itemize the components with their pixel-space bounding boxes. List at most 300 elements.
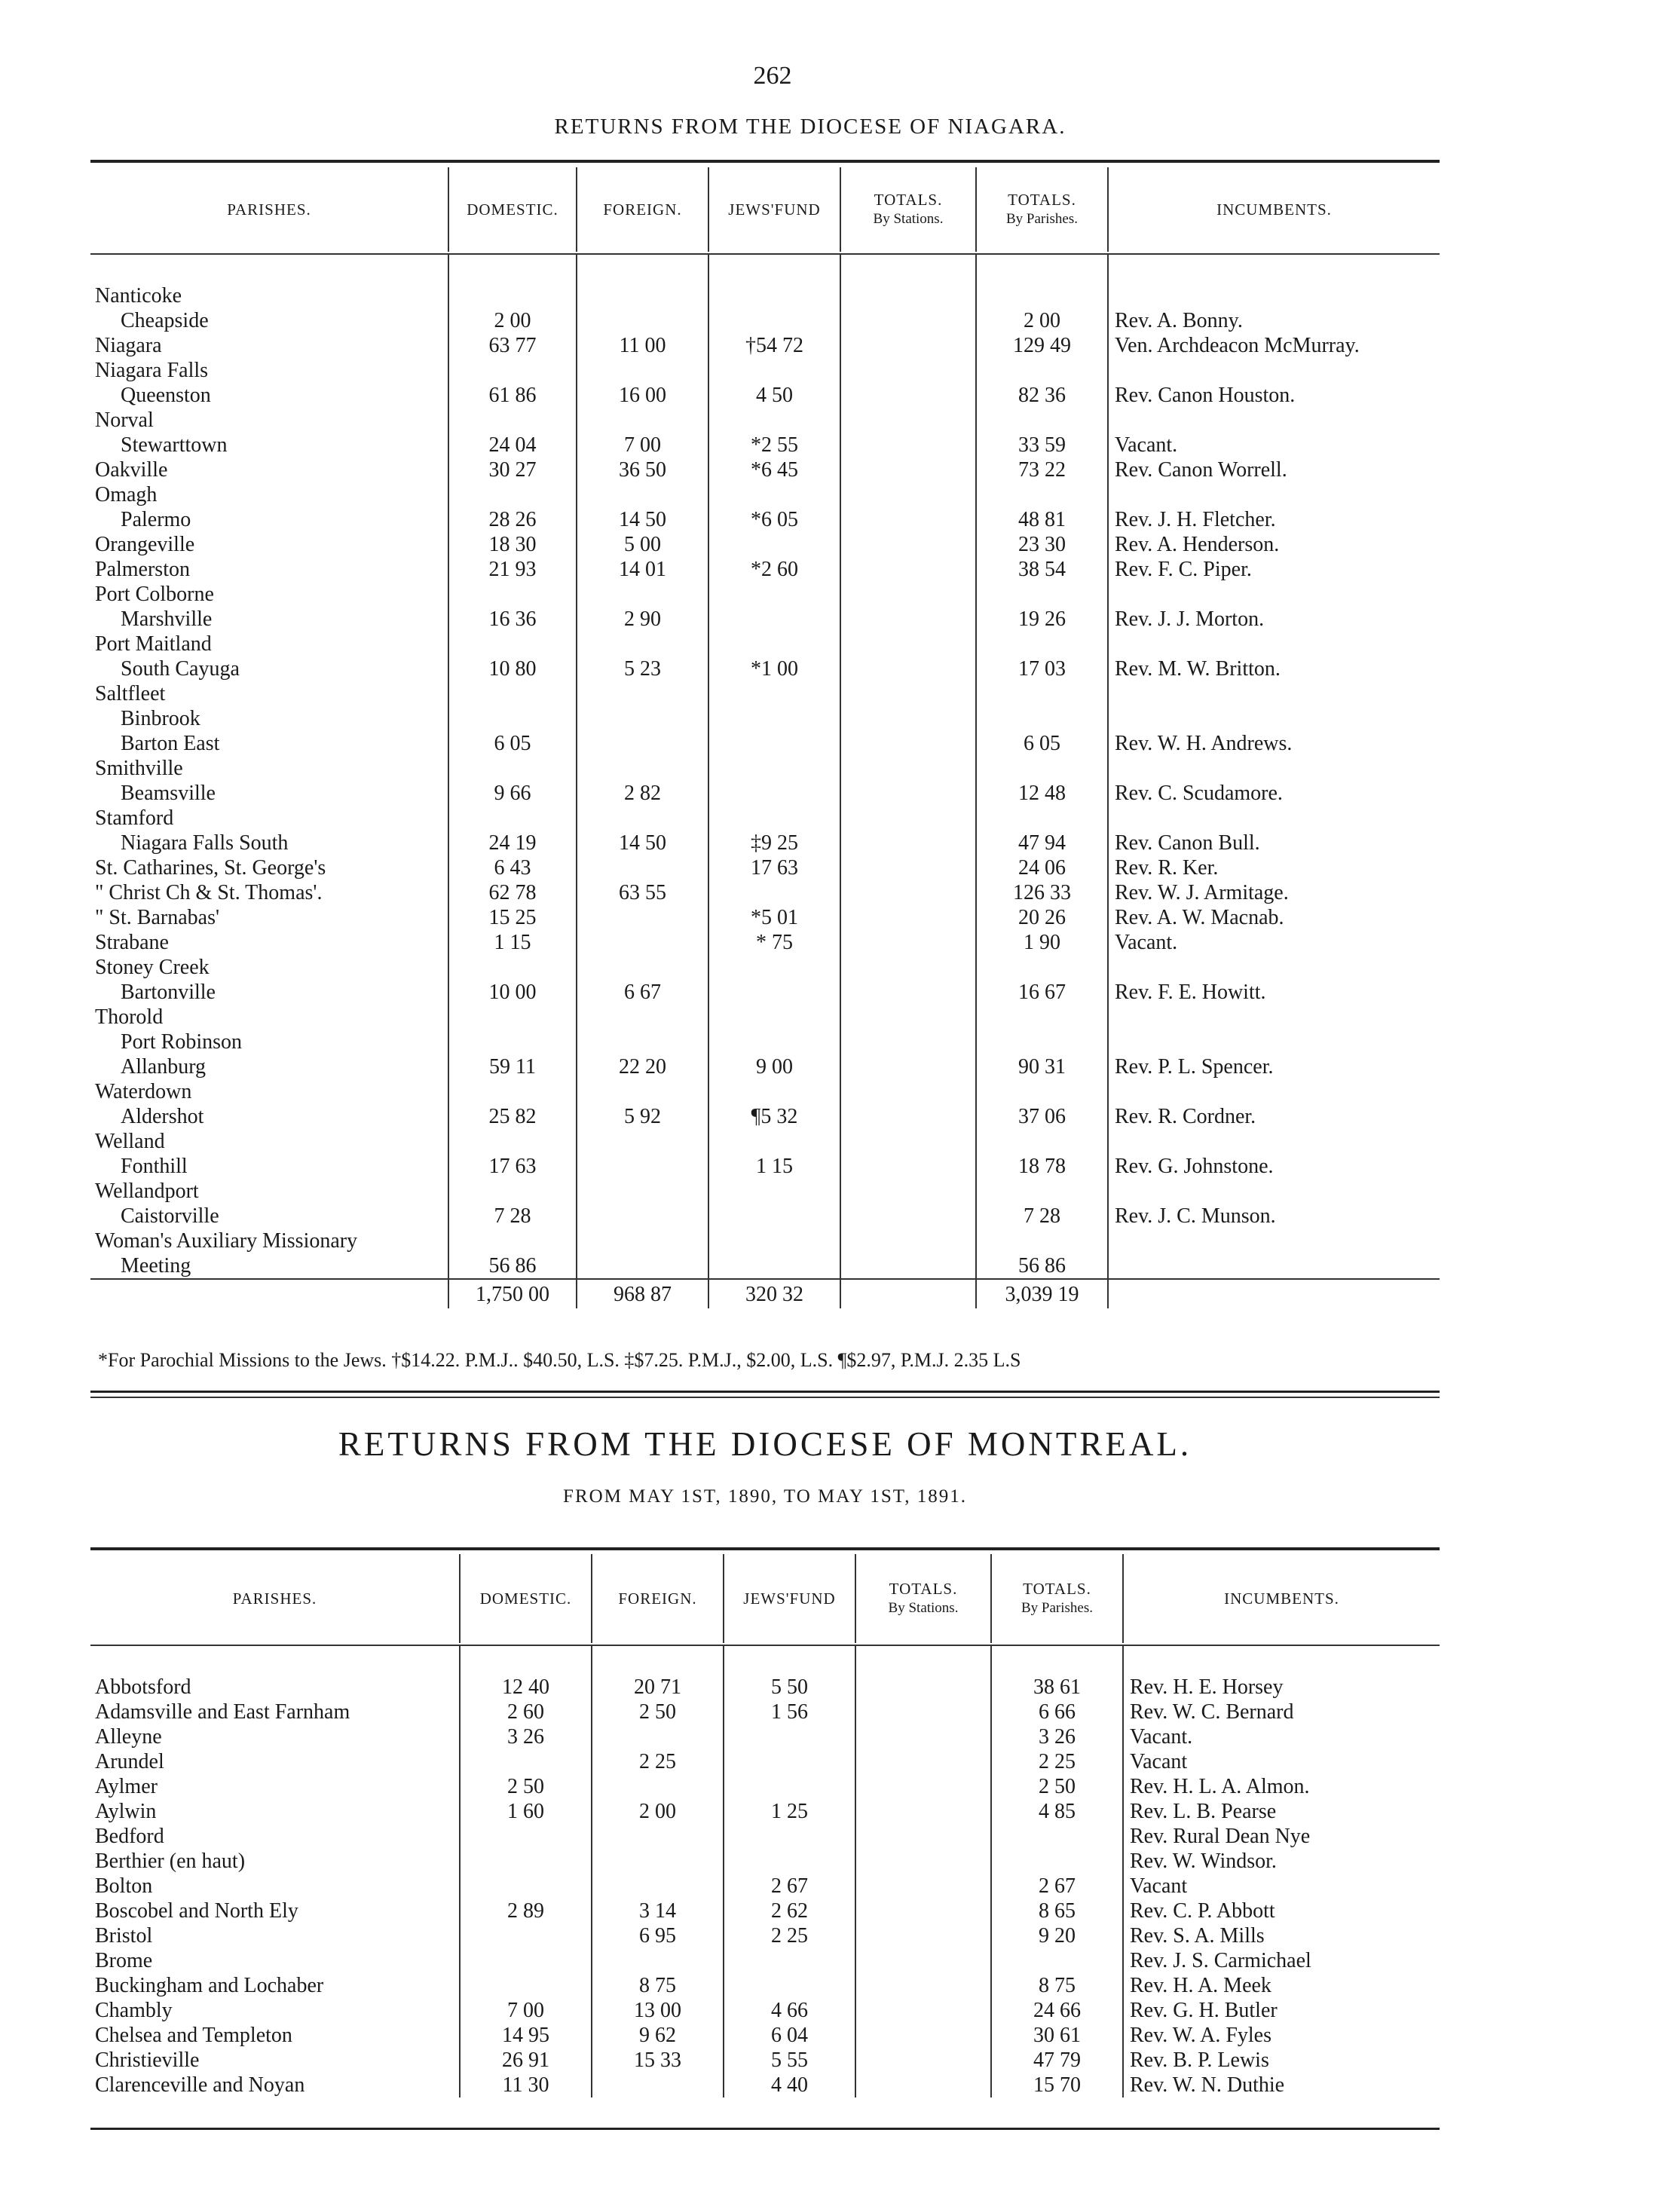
niagara-cell-jews-fund: ‡9 25 xyxy=(708,831,840,855)
niagara-table-row xyxy=(90,855,1440,880)
niagara-cell-incumbent xyxy=(1108,1005,1440,1030)
montreal-table-row xyxy=(90,1774,1440,1799)
montreal-cell-domestic xyxy=(460,1948,592,1973)
montreal-cell-jews-fund: 1 25 xyxy=(724,1799,855,1824)
montreal-cell-incumbent: Rev. Rural Dean Nye xyxy=(1123,1824,1440,1849)
niagara-cell-incumbent xyxy=(1108,408,1440,433)
niagara-totals-row xyxy=(90,1279,1440,1308)
niagara-cell-domestic xyxy=(448,955,577,980)
montreal-cell-totals-parishes: 6 66 xyxy=(991,1700,1123,1724)
niagara-spacer-cell xyxy=(448,255,577,283)
montreal-cell-jews-fund: 5 55 xyxy=(724,2048,855,2073)
niagara-table-row xyxy=(90,1253,1440,1279)
niagara-cell-foreign xyxy=(577,905,708,930)
niagara-cell-foreign: 5 92 xyxy=(577,1104,708,1129)
montreal-cell-jews-fund xyxy=(724,1774,855,1799)
niagara-cell-domestic xyxy=(448,706,577,731)
niagara-cell-domestic xyxy=(448,358,577,383)
montreal-cell-incumbent: Vacant. xyxy=(1123,1724,1440,1749)
montreal-cell-parish: Bolton xyxy=(95,1874,153,1898)
niagara-cell-foreign xyxy=(577,482,708,507)
niagara-cell-foreign xyxy=(577,756,708,781)
niagara-cell-parish: Norval xyxy=(95,408,154,432)
niagara-cell-parish: Nanticoke xyxy=(95,284,182,308)
niagara-cell-domestic xyxy=(448,681,577,706)
niagara-cell-domestic: 59 11 xyxy=(448,1054,577,1079)
niagara-cell-incumbent: Rev. J. J. Morton. xyxy=(1108,607,1440,632)
montreal-spacer-row xyxy=(90,1646,1440,1675)
niagara-cell-parish: " Christ Ch & St. Thomas'. xyxy=(95,881,323,904)
niagara-cell-domestic: 28 26 xyxy=(448,507,577,532)
montreal-cell-jews-fund xyxy=(724,1849,855,1874)
niagara-cell-incumbent xyxy=(1108,1253,1440,1279)
niagara-cell-totals-parishes xyxy=(976,1005,1108,1030)
montreal-cell-totals-parishes: 3 26 xyxy=(991,1724,1123,1749)
niagara-table-row xyxy=(90,1204,1440,1229)
montreal-cell-totals-stations xyxy=(855,1774,991,1799)
niagara-cell-incumbent: Rev. R. Ker. xyxy=(1108,855,1440,880)
montreal-cell-parish: Abbotsford xyxy=(95,1675,191,1699)
niagara-totals-incumbent xyxy=(1108,1279,1440,1308)
montreal-cell-totals-parishes: 8 75 xyxy=(991,1973,1123,1998)
montreal-cell-totals-parishes: 47 79 xyxy=(991,2048,1123,2073)
niagara-cell-totals-parishes: 20 26 xyxy=(976,905,1108,930)
niagara-cell-totals-stations xyxy=(840,283,976,308)
niagara-header-totals-parishes: TOTALS. By Parishes. xyxy=(976,167,1108,252)
montreal-cell-totals-stations xyxy=(855,1799,991,1824)
niagara-cell-incumbent xyxy=(1108,1079,1440,1104)
niagara-table-row xyxy=(90,358,1440,383)
niagara-table-row xyxy=(90,980,1440,1005)
niagara-cell-parish: Oakville xyxy=(95,458,168,482)
niagara-cell-incumbent: Rev. C. Scudamore. xyxy=(1108,781,1440,806)
niagara-cell-parish: Saltfleet xyxy=(95,682,166,705)
niagara-table-row xyxy=(90,1154,1440,1179)
niagara-cell-jews-fund xyxy=(708,806,840,831)
niagara-cell-totals-parishes xyxy=(976,681,1108,706)
niagara-cell-jews-fund xyxy=(708,283,840,308)
montreal-cell-domestic: 12 40 xyxy=(460,1675,592,1700)
niagara-cell-parish: Bartonville xyxy=(121,981,216,1004)
niagara-cell-incumbent: Rev. R. Cordner. xyxy=(1108,1104,1440,1129)
niagara-cell-totals-parishes: 7 28 xyxy=(976,1204,1108,1229)
niagara-cell-totals-stations xyxy=(840,408,976,433)
niagara-cell-totals-parishes xyxy=(976,1129,1108,1154)
niagara-cell-domestic xyxy=(448,1079,577,1104)
montreal-table-row xyxy=(90,1923,1440,1948)
niagara-cell-totals-parishes xyxy=(976,632,1108,656)
niagara-cell-parish: Stamford xyxy=(95,806,174,830)
niagara-cell-totals-stations xyxy=(840,1129,976,1154)
niagara-cell-totals-stations xyxy=(840,507,976,532)
montreal-table-row xyxy=(90,1749,1440,1774)
niagara-spacer-cell xyxy=(1108,255,1440,283)
niagara-cell-incumbent: Rev. P. L. Spencer. xyxy=(1108,1054,1440,1079)
niagara-cell-parish: Aldershot xyxy=(121,1105,204,1128)
niagara-table-row xyxy=(90,756,1440,781)
montreal-cell-totals-stations xyxy=(855,1973,991,1998)
montreal-cell-totals-stations xyxy=(855,1849,991,1874)
montreal-table-row xyxy=(90,1724,1440,1749)
section-divider xyxy=(90,1391,1440,1393)
page-number: 262 xyxy=(753,62,792,90)
niagara-cell-domestic: 2 00 xyxy=(448,308,577,333)
montreal-cell-jews-fund: 4 40 xyxy=(724,2073,855,2097)
niagara-cell-parish: Marshville xyxy=(121,607,213,631)
niagara-spacer-cell xyxy=(90,255,448,283)
montreal-cell-foreign: 3 14 xyxy=(592,1899,724,1923)
montreal-cell-incumbent: Rev. G. H. Butler xyxy=(1123,1998,1440,2023)
niagara-cell-jews-fund xyxy=(708,1179,840,1204)
niagara-cell-incumbent xyxy=(1108,756,1440,781)
niagara-cell-jews-fund xyxy=(708,482,840,507)
montreal-cell-incumbent: Rev. S. A. Mills xyxy=(1123,1923,1440,1948)
montreal-table-row xyxy=(90,1849,1440,1874)
montreal-cell-totals-stations xyxy=(855,1899,991,1923)
niagara-cell-foreign xyxy=(577,408,708,433)
niagara-table-row xyxy=(90,308,1440,333)
niagara-title: RETURNS FROM THE DIOCESE OF NIAGARA. xyxy=(554,115,1066,139)
montreal-cell-incumbent: Rev. W. C. Bernard xyxy=(1123,1700,1440,1724)
montreal-cell-incumbent: Rev. L. B. Pearse xyxy=(1123,1799,1440,1824)
niagara-cell-parish: Queenston xyxy=(121,384,211,407)
montreal-header-totals-stations: TOTALS. By Stations. xyxy=(855,1554,991,1643)
montreal-cell-foreign xyxy=(592,1774,724,1799)
montreal-table-row xyxy=(90,2023,1440,2048)
niagara-cell-parish: Allanburg xyxy=(121,1055,207,1079)
niagara-body-table xyxy=(90,255,1440,1308)
montreal-cell-domestic: 2 60 xyxy=(460,1700,592,1724)
niagara-cell-incumbent: Rev. F. E. Howitt. xyxy=(1108,980,1440,1005)
montreal-spacer-cell xyxy=(991,1646,1123,1675)
niagara-cell-foreign: 36 50 xyxy=(577,457,708,482)
niagara-cell-parish: Meeting xyxy=(121,1254,191,1277)
niagara-cell-totals-parishes xyxy=(976,1079,1108,1104)
niagara-cell-foreign xyxy=(577,1030,708,1054)
niagara-table-row xyxy=(90,831,1440,855)
niagara-cell-parish: Barton East xyxy=(121,732,220,755)
niagara-cell-totals-stations xyxy=(840,607,976,632)
niagara-cell-domestic: 61 86 xyxy=(448,383,577,408)
niagara-top-rule xyxy=(90,160,1440,163)
niagara-cell-incumbent xyxy=(1108,582,1440,607)
montreal-spacer-cell xyxy=(460,1646,592,1675)
niagara-cell-foreign xyxy=(577,1253,708,1279)
niagara-cell-totals-stations xyxy=(840,1005,976,1030)
montreal-header-totals-parishes: TOTALS. By Parishes. xyxy=(991,1554,1123,1643)
niagara-cell-totals-stations xyxy=(840,632,976,656)
niagara-cell-totals-stations xyxy=(840,656,976,681)
niagara-cell-totals-stations xyxy=(840,980,976,1005)
montreal-cell-totals-stations xyxy=(855,2023,991,2048)
niagara-cell-foreign xyxy=(577,308,708,333)
montreal-cell-totals-stations xyxy=(855,1874,991,1899)
montreal-table-row xyxy=(90,1874,1440,1899)
niagara-cell-domestic xyxy=(448,756,577,781)
niagara-cell-parish: Port Maitland xyxy=(95,632,212,656)
montreal-subtitle: FROM MAY 1ST, 1890, TO MAY 1ST, 1891. xyxy=(563,1486,967,1507)
niagara-cell-foreign xyxy=(577,731,708,756)
niagara-cell-totals-stations xyxy=(840,831,976,855)
montreal-cell-parish: Bedford xyxy=(95,1825,164,1848)
montreal-cell-domestic: 1 60 xyxy=(460,1799,592,1824)
niagara-table-row xyxy=(90,781,1440,806)
montreal-cell-parish: Brome xyxy=(95,1949,153,1972)
niagara-cell-domestic xyxy=(448,582,577,607)
niagara-cell-incumbent: Vacant. xyxy=(1108,433,1440,457)
niagara-cell-domestic xyxy=(448,806,577,831)
niagara-cell-incumbent: Rev. G. Johnstone. xyxy=(1108,1154,1440,1179)
niagara-cell-totals-parishes: 33 59 xyxy=(976,433,1108,457)
montreal-table-row xyxy=(90,1824,1440,1849)
montreal-cell-totals-parishes xyxy=(991,1824,1123,1849)
niagara-cell-parish: Strabane xyxy=(95,931,169,954)
niagara-cell-jews-fund xyxy=(708,681,840,706)
niagara-cell-totals-parishes: 19 26 xyxy=(976,607,1108,632)
niagara-cell-foreign: 6 67 xyxy=(577,980,708,1005)
niagara-cell-totals-stations xyxy=(840,681,976,706)
niagara-cell-parish: Stewarttown xyxy=(121,433,228,457)
niagara-cell-domestic: 10 00 xyxy=(448,980,577,1005)
niagara-cell-totals-parishes xyxy=(976,582,1108,607)
montreal-cell-foreign xyxy=(592,1724,724,1749)
montreal-cell-jews-fund: 5 50 xyxy=(724,1675,855,1700)
montreal-cell-parish: Alleyne xyxy=(95,1725,162,1749)
niagara-table-row xyxy=(90,806,1440,831)
niagara-cell-jews-fund xyxy=(708,358,840,383)
niagara-cell-parish: Orangeville xyxy=(95,533,195,556)
niagara-cell-parish: Thorold xyxy=(95,1005,164,1029)
montreal-cell-parish: Clarenceville and Noyan xyxy=(95,2073,305,2097)
niagara-cell-foreign xyxy=(577,1154,708,1179)
niagara-cell-domestic xyxy=(448,1129,577,1154)
montreal-cell-incumbent: Rev. W. N. Duthie xyxy=(1123,2073,1440,2097)
montreal-cell-domestic xyxy=(460,1749,592,1774)
niagara-cell-jews-fund xyxy=(708,955,840,980)
niagara-spacer-row xyxy=(90,255,1440,283)
niagara-table-row xyxy=(90,333,1440,358)
niagara-header-parishes: PARISHES. xyxy=(227,200,311,219)
niagara-cell-totals-parishes xyxy=(976,482,1108,507)
montreal-top-rule xyxy=(90,1547,1440,1550)
montreal-cell-totals-parishes xyxy=(991,1849,1123,1874)
niagara-table-row xyxy=(90,457,1440,482)
niagara-cell-totals-stations xyxy=(840,1079,976,1104)
niagara-cell-totals-stations xyxy=(840,781,976,806)
niagara-total-domestic: 1,750 00 xyxy=(448,1279,577,1308)
niagara-cell-jews-fund: *5 01 xyxy=(708,905,840,930)
niagara-cell-totals-parishes: 6 05 xyxy=(976,731,1108,756)
niagara-table-row xyxy=(90,905,1440,930)
montreal-cell-totals-parishes: 4 85 xyxy=(991,1799,1123,1824)
montreal-cell-foreign xyxy=(592,1874,724,1899)
niagara-cell-parish: Woman's Auxiliary Missionary xyxy=(95,1229,358,1253)
niagara-cell-totals-stations xyxy=(840,383,976,408)
niagara-cell-jews-fund: *2 55 xyxy=(708,433,840,457)
niagara-cell-parish: Stoney Creek xyxy=(95,956,210,979)
montreal-header-incumbents: INCUMBENTS. xyxy=(1123,1554,1440,1643)
niagara-cell-incumbent xyxy=(1108,358,1440,383)
section-divider-thin xyxy=(90,1397,1440,1398)
montreal-cell-jews-fund: 2 25 xyxy=(724,1923,855,1948)
niagara-cell-totals-stations xyxy=(840,1104,976,1129)
niagara-cell-jews-fund xyxy=(708,408,840,433)
niagara-table-row xyxy=(90,507,1440,532)
niagara-cell-jews-fund xyxy=(708,1030,840,1054)
montreal-header-jews-fund: JEWS'FUND xyxy=(724,1554,855,1643)
niagara-cell-totals-parishes: 129 49 xyxy=(976,333,1108,358)
montreal-cell-totals-parishes: 38 61 xyxy=(991,1675,1123,1700)
niagara-cell-domestic xyxy=(448,482,577,507)
montreal-cell-totals-parishes: 2 50 xyxy=(991,1774,1123,1799)
niagara-cell-domestic xyxy=(448,1179,577,1204)
montreal-table-row xyxy=(90,1700,1440,1724)
montreal-header-parishes: PARISHES. xyxy=(232,1590,317,1608)
niagara-cell-domestic xyxy=(448,408,577,433)
niagara-cell-incumbent xyxy=(1108,482,1440,507)
niagara-cell-domestic: 62 78 xyxy=(448,880,577,905)
niagara-table-row xyxy=(90,1005,1440,1030)
niagara-total-foreign: 968 87 xyxy=(577,1279,708,1308)
niagara-cell-jews-fund xyxy=(708,632,840,656)
niagara-table-row xyxy=(90,1179,1440,1204)
montreal-cell-domestic: 11 30 xyxy=(460,2073,592,2097)
niagara-cell-jews-fund: †54 72 xyxy=(708,333,840,358)
niagara-cell-totals-stations xyxy=(840,482,976,507)
niagara-cell-parish: Fonthill xyxy=(121,1155,188,1178)
niagara-table-row xyxy=(90,955,1440,980)
montreal-cell-totals-parishes: 15 70 xyxy=(991,2073,1123,2097)
niagara-footnote: *For Parochial Missions to the Jews. †$14.22. P.M.J.. $40.50, L.S. ‡$7.25. P.M.J., $2.00, L.S. ¶$2.97, P.M.J. 2.35 L.S xyxy=(98,1349,1021,1371)
montreal-spacer-cell xyxy=(1123,1646,1440,1675)
niagara-cell-domestic: 15 25 xyxy=(448,905,577,930)
niagara-cell-domestic: 21 93 xyxy=(448,557,577,582)
montreal-cell-domestic xyxy=(460,1849,592,1874)
niagara-table-row xyxy=(90,632,1440,656)
niagara-cell-parish: Caistorville xyxy=(121,1204,219,1228)
niagara-cell-parish: Niagara Falls South xyxy=(121,831,289,855)
montreal-cell-totals-parishes: 24 66 xyxy=(991,1998,1123,2023)
montreal-cell-foreign xyxy=(592,1849,724,1874)
montreal-spacer-cell xyxy=(90,1646,460,1675)
niagara-cell-domestic xyxy=(448,1005,577,1030)
montreal-cell-parish: Christieville xyxy=(95,2049,200,2072)
niagara-cell-foreign xyxy=(577,582,708,607)
montreal-cell-jews-fund: 1 56 xyxy=(724,1700,855,1724)
niagara-cell-parish: Cheapside xyxy=(121,309,209,332)
niagara-cell-jews-fund xyxy=(708,706,840,731)
niagara-cell-incumbent xyxy=(1108,955,1440,980)
niagara-cell-foreign: 2 82 xyxy=(577,781,708,806)
niagara-cell-totals-parishes xyxy=(976,1030,1108,1054)
niagara-cell-parish: Welland xyxy=(95,1130,165,1153)
montreal-cell-parish: Boscobel and North Ely xyxy=(95,1899,298,1923)
montreal-header-domestic: DOMESTIC. xyxy=(460,1554,592,1643)
niagara-cell-foreign xyxy=(577,358,708,383)
niagara-cell-totals-stations xyxy=(840,1054,976,1079)
niagara-cell-totals-parishes: 47 94 xyxy=(976,831,1108,855)
montreal-cell-domestic xyxy=(460,1874,592,1899)
niagara-cell-jews-fund: *6 45 xyxy=(708,457,840,482)
niagara-cell-domestic xyxy=(448,283,577,308)
montreal-cell-parish: Berthier (en haut) xyxy=(95,1850,246,1873)
niagara-cell-domestic xyxy=(448,632,577,656)
montreal-cell-foreign: 2 00 xyxy=(592,1799,724,1824)
montreal-cell-foreign: 6 95 xyxy=(592,1923,724,1948)
niagara-cell-parish: Niagara Falls xyxy=(95,359,209,382)
niagara-cell-jews-fund xyxy=(708,1253,840,1279)
niagara-table-row xyxy=(90,1054,1440,1079)
niagara-cell-totals-parishes: 48 81 xyxy=(976,507,1108,532)
montreal-cell-totals-stations xyxy=(855,1700,991,1724)
montreal-cell-totals-parishes xyxy=(991,1948,1123,1973)
montreal-cell-domestic: 3 26 xyxy=(460,1724,592,1749)
niagara-cell-foreign: 14 01 xyxy=(577,557,708,582)
niagara-table-row xyxy=(90,383,1440,408)
niagara-cell-parish: Port Robinson xyxy=(121,1030,243,1054)
niagara-cell-foreign: 7 00 xyxy=(577,433,708,457)
niagara-cell-domestic: 10 80 xyxy=(448,656,577,681)
niagara-cell-incumbent: Rev. A. W. Macnab. xyxy=(1108,905,1440,930)
niagara-total-jews-fund: 320 32 xyxy=(708,1279,840,1308)
niagara-cell-foreign xyxy=(577,632,708,656)
niagara-cell-totals-parishes: 12 48 xyxy=(976,781,1108,806)
montreal-cell-parish: Buckingham and Lochaber xyxy=(95,1974,324,1997)
montreal-cell-parish: Aylwin xyxy=(95,1800,157,1823)
niagara-table-row xyxy=(90,1030,1440,1054)
montreal-cell-totals-stations xyxy=(855,2048,991,2073)
niagara-cell-totals-stations xyxy=(840,1179,976,1204)
montreal-cell-domestic: 2 89 xyxy=(460,1899,592,1923)
niagara-cell-foreign xyxy=(577,1229,708,1253)
niagara-header-foreign: FOREIGN. xyxy=(577,167,708,252)
niagara-cell-totals-stations xyxy=(840,1154,976,1179)
niagara-cell-totals-parishes xyxy=(976,806,1108,831)
niagara-cell-jews-fund: 17 63 xyxy=(708,855,840,880)
niagara-spacer-cell xyxy=(840,255,976,283)
montreal-cell-foreign: 15 33 xyxy=(592,2048,724,2073)
niagara-cell-foreign: 14 50 xyxy=(577,831,708,855)
niagara-cell-totals-stations xyxy=(840,905,976,930)
montreal-cell-incumbent: Rev. J. S. Carmichael xyxy=(1123,1948,1440,1973)
niagara-cell-domestic: 1 15 xyxy=(448,930,577,955)
niagara-table-row xyxy=(90,731,1440,756)
niagara-table-row xyxy=(90,482,1440,507)
niagara-header-domestic: DOMESTIC. xyxy=(448,167,577,252)
niagara-table-row xyxy=(90,532,1440,557)
niagara-cell-totals-stations xyxy=(840,1253,976,1279)
niagara-cell-totals-stations xyxy=(840,333,976,358)
niagara-cell-jews-fund xyxy=(708,532,840,557)
niagara-cell-parish: " St. Barnabas' xyxy=(95,906,220,929)
niagara-table-row xyxy=(90,557,1440,582)
montreal-cell-domestic xyxy=(460,1923,592,1948)
niagara-totals-label xyxy=(90,1279,448,1308)
niagara-cell-jews-fund xyxy=(708,781,840,806)
montreal-title: RETURNS FROM THE DIOCESE OF MONTREAL. xyxy=(338,1425,1192,1463)
niagara-cell-totals-parishes xyxy=(976,1229,1108,1253)
niagara-cell-parish: South Cayuga xyxy=(121,657,240,681)
niagara-cell-domestic xyxy=(448,1229,577,1253)
niagara-cell-jews-fund xyxy=(708,308,840,333)
montreal-cell-domestic: 26 91 xyxy=(460,2048,592,2073)
montreal-cell-totals-stations xyxy=(855,1998,991,2023)
montreal-table-row xyxy=(90,1899,1440,1923)
niagara-spacer-cell xyxy=(976,255,1108,283)
niagara-cell-incumbent: Rev. A. Henderson. xyxy=(1108,532,1440,557)
niagara-cell-jews-fund xyxy=(708,1229,840,1253)
niagara-cell-jews-fund: 1 15 xyxy=(708,1154,840,1179)
